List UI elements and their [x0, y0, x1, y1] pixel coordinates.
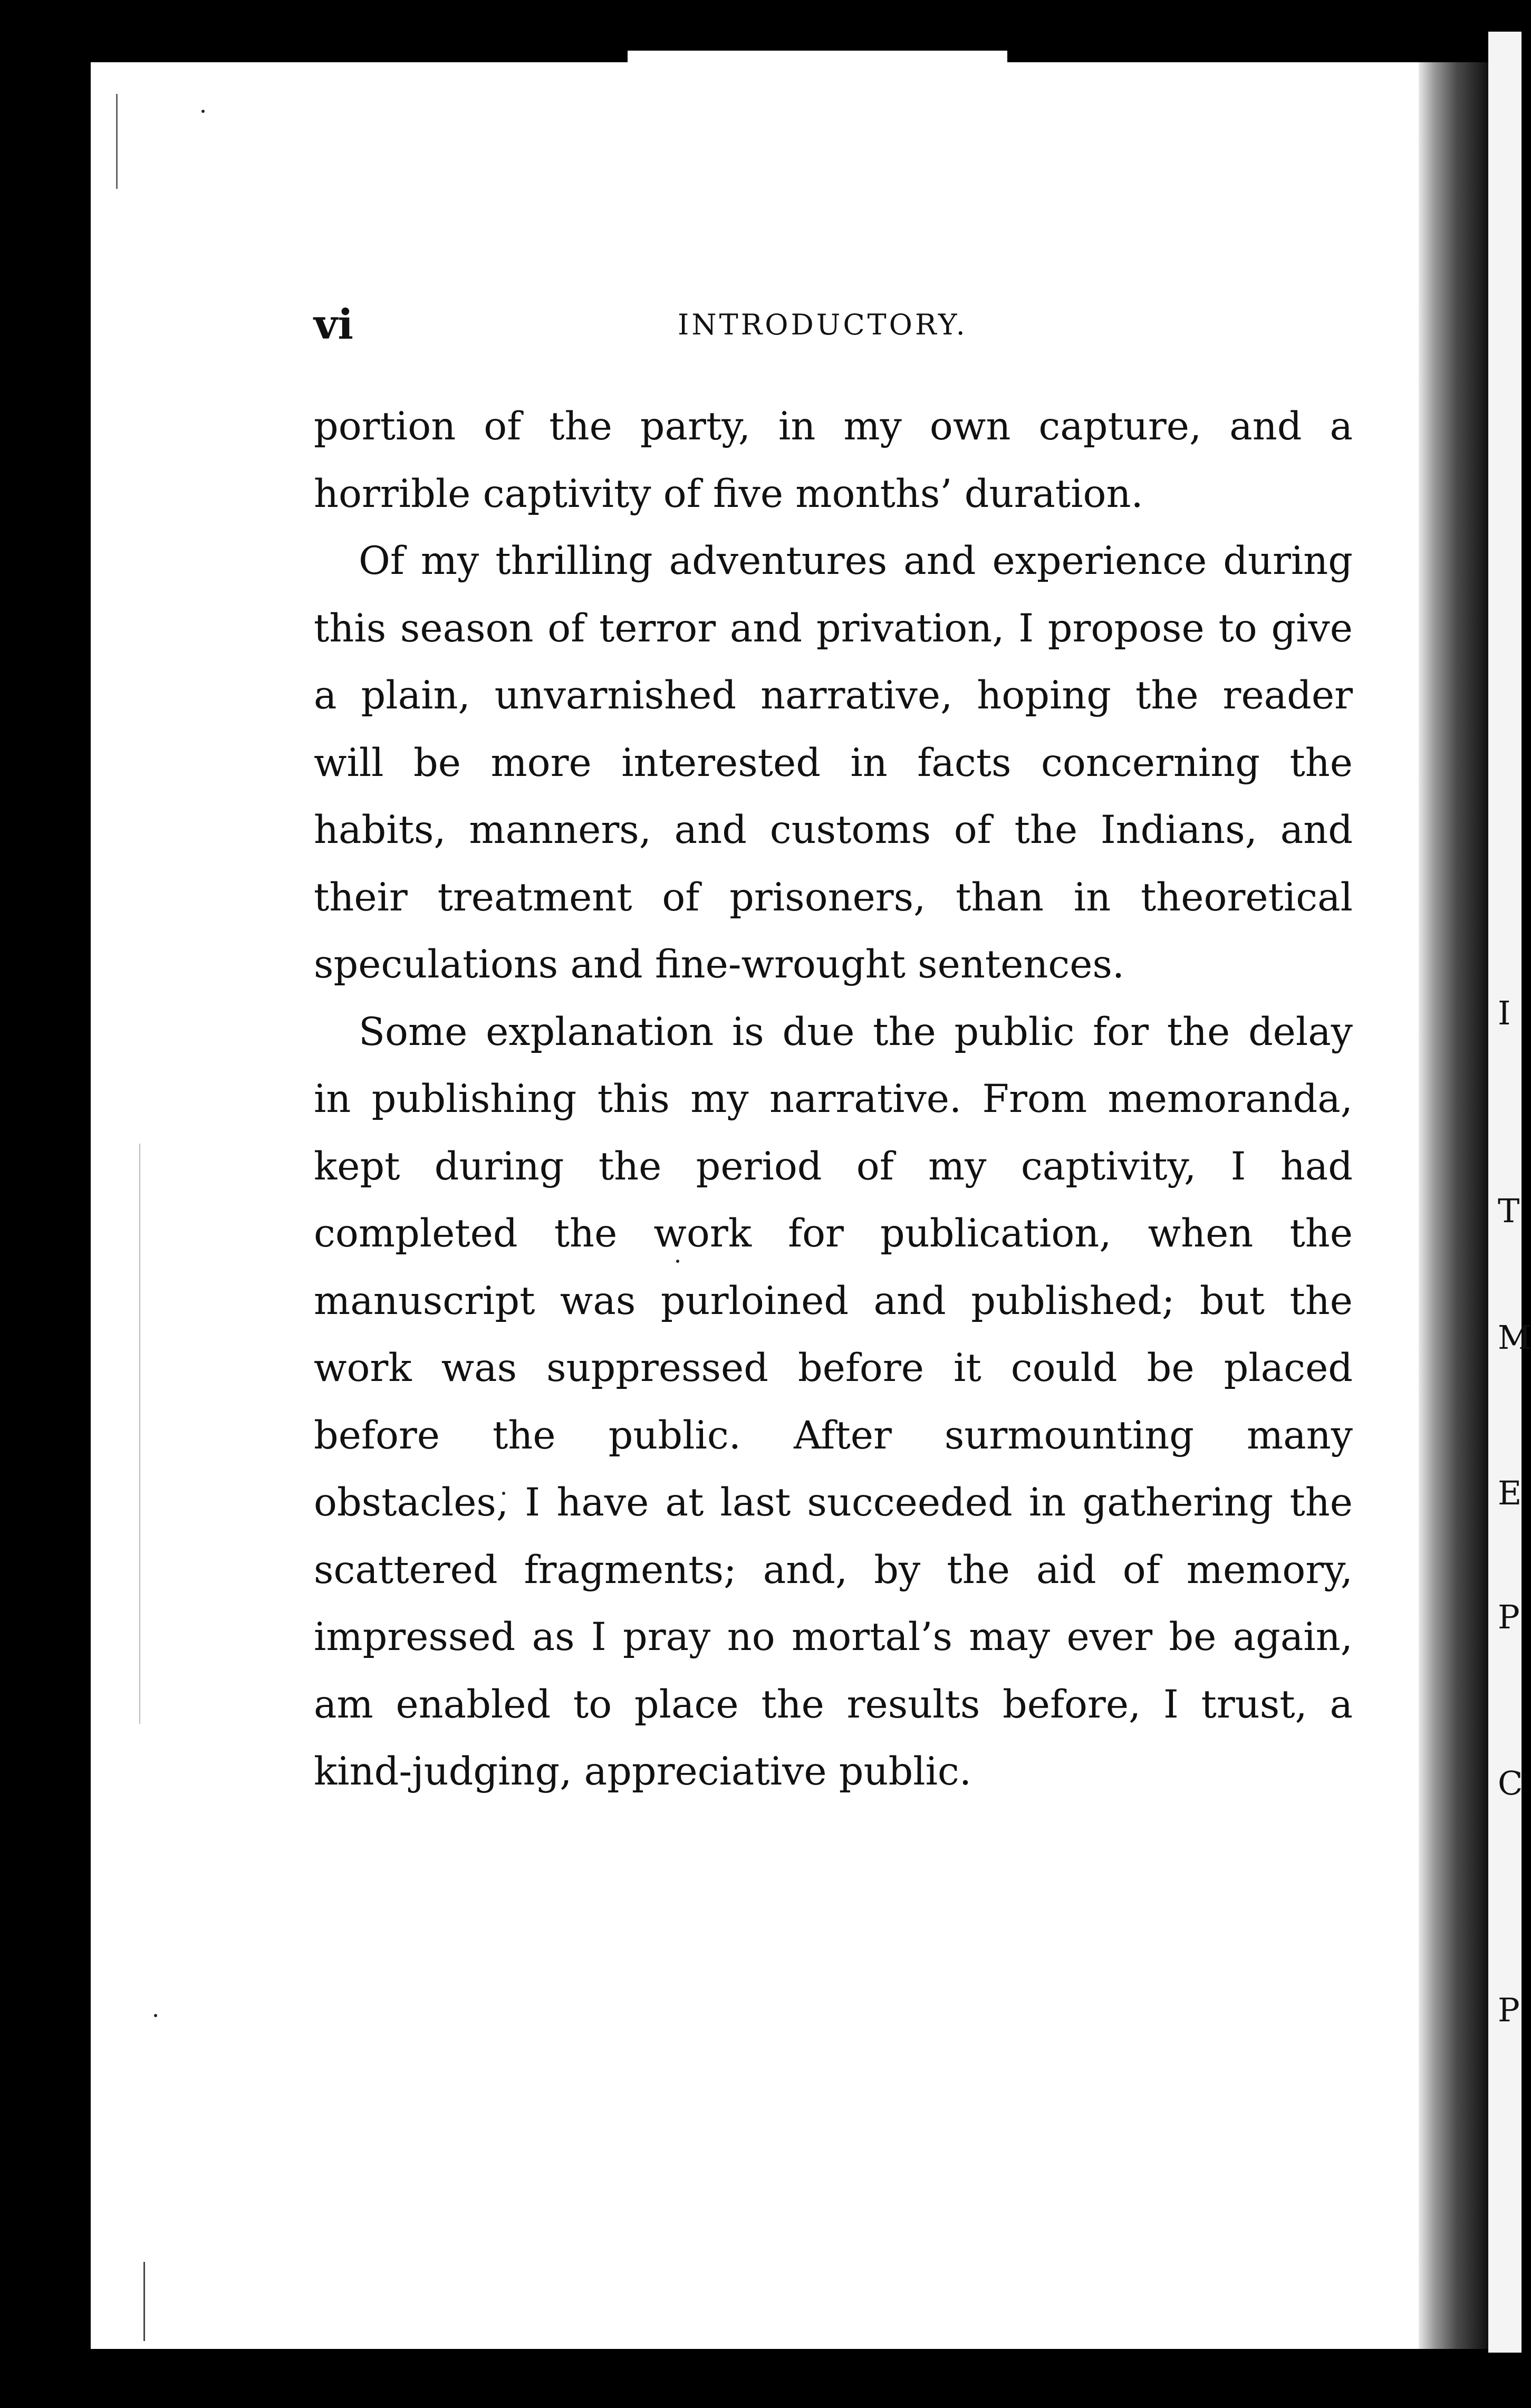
facing-page-letter: E — [1498, 1474, 1522, 1512]
paragraph: portion of the party, in my own capture, and a horrible captivity of five months’ duration. — [314, 404, 1353, 516]
running-head: INTRODUCTORY. — [678, 308, 968, 341]
body-text — [314, 393, 1353, 1806]
page-number: vi — [314, 301, 353, 349]
margin-mark — [143, 2262, 145, 2341]
paragraph: Of my thrilling adventures and experience during this season of terror and privation, I propose to give a plain, unvarnished narrative, hoping the reader will be more interested in facts concerning the habits, manners, and customs of the Indians, and their treatment of prisoners, than in theoretical speculations and fine-wrought sentences. — [314, 539, 1353, 987]
facing-page-letter: C — [1498, 1764, 1523, 1802]
page-header — [314, 301, 1369, 348]
facing-page-letter: P — [1498, 1991, 1520, 2029]
facing-page-letter: T — [1498, 1192, 1520, 1230]
margin-mark — [139, 1144, 140, 1724]
margin-mark — [116, 94, 118, 189]
facing-page-edge — [1488, 32, 1531, 2353]
speck — [154, 2014, 157, 2017]
page-top-edge — [628, 51, 1007, 62]
paragraph: Some explanation is due the public for the delay in publishing this my narrative. From memoranda, kept during the period of my captivity, I had completed the work for publication, when the manuscript was purloined and published; but the work was suppressed before it could be placed before the public. After surmounting many obstacles, I have at last succeeded in gathering the scattered fragments; and, by the aid of memory, impressed as I pray no mortal’s may ever be again, am enabled to place the results before, I trust, a kind-judging, appreciative public. — [314, 1009, 1353, 1794]
facing-page-letter: P — [1498, 1598, 1520, 1636]
page-gutter-shadow — [1419, 62, 1488, 2349]
speck — [201, 110, 205, 113]
facing-page-letter: M — [1498, 1318, 1531, 1357]
facing-page-letter: I — [1498, 994, 1511, 1032]
